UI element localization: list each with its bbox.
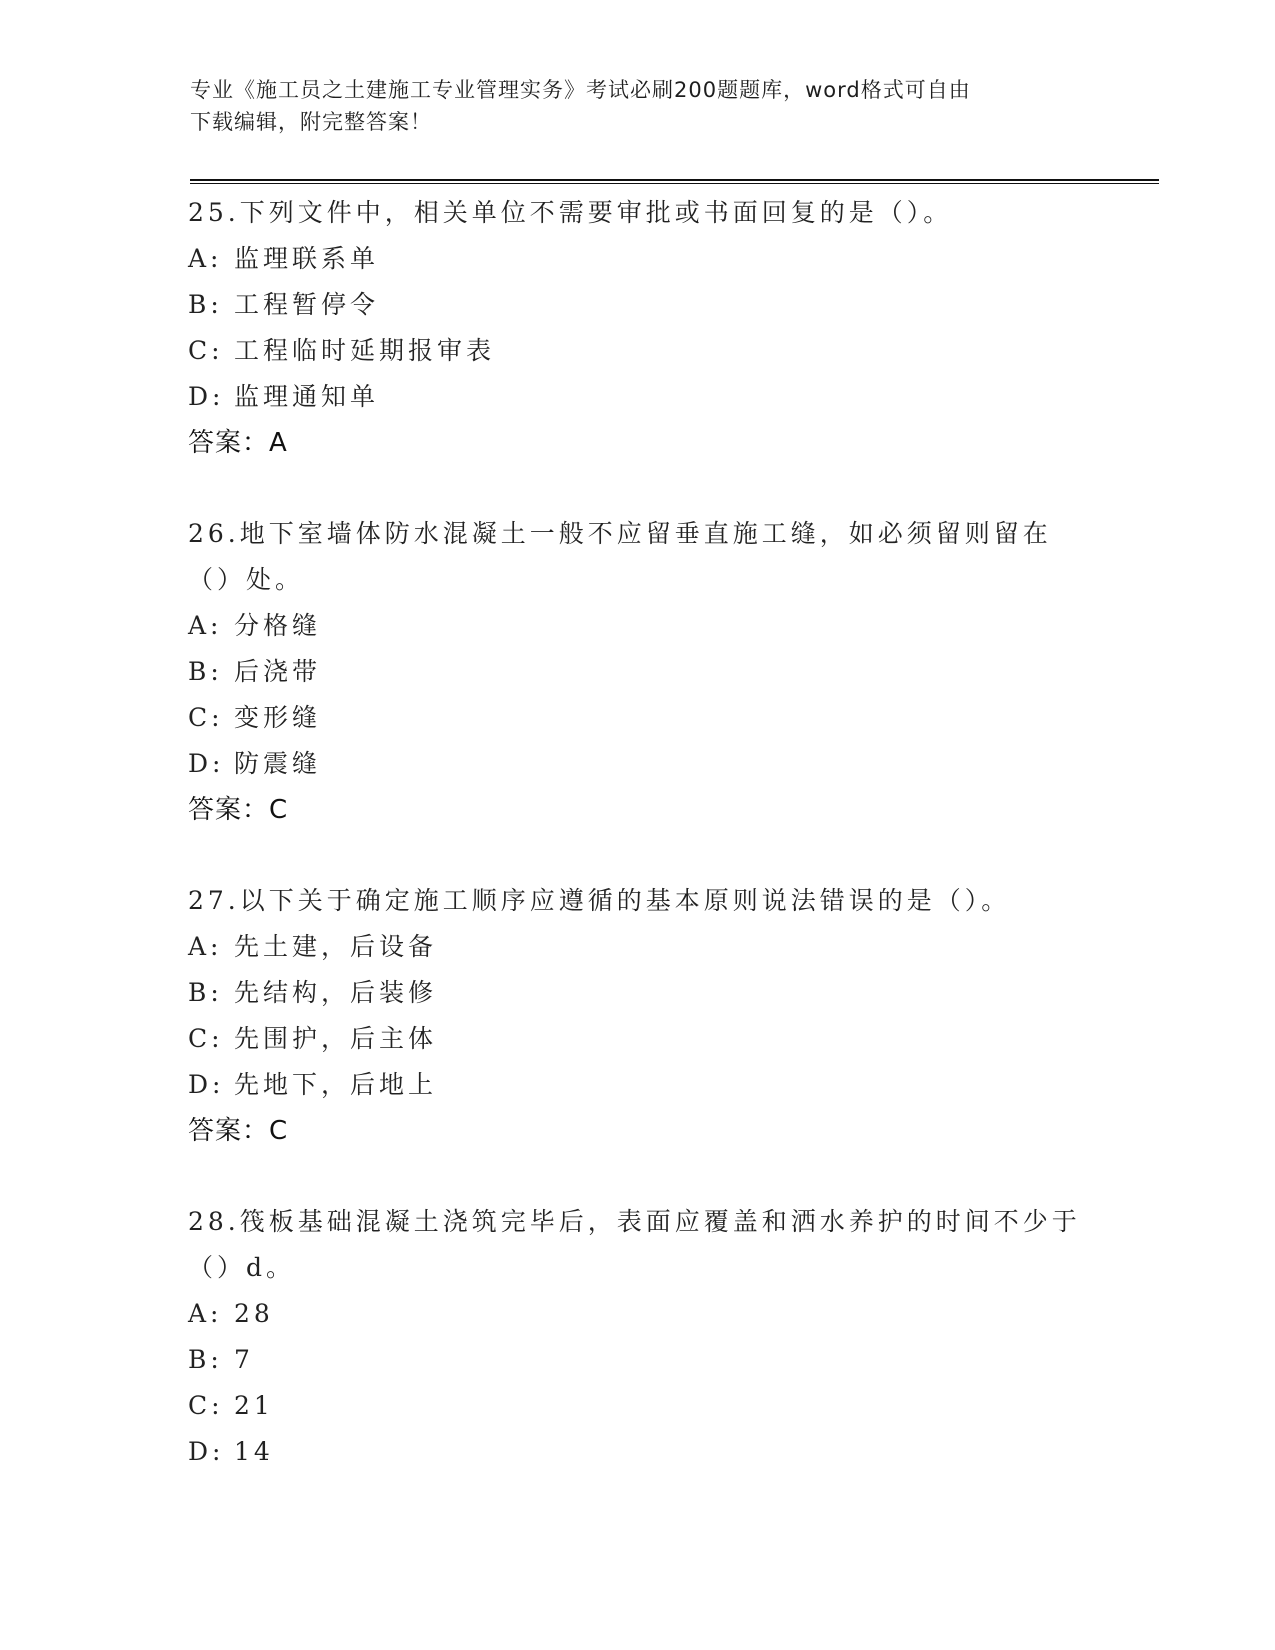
option-d [188, 741, 1088, 787]
option-letter: B: [188, 657, 223, 686]
option-text: 后浇带 [234, 657, 322, 686]
option-letter: B: [188, 290, 223, 319]
option-text: 工程暂停令 [234, 290, 380, 319]
answer-line [188, 787, 1088, 833]
header-divider-thin [190, 183, 1159, 184]
question-26 [188, 511, 1088, 833]
option-c [188, 1016, 1088, 1062]
option-letter: A: [188, 1299, 223, 1328]
option-letter: A: [188, 244, 223, 273]
option-letter: A: [188, 932, 223, 961]
document-header [190, 74, 1080, 138]
answer-value: C [269, 1116, 289, 1146]
question-27 [188, 878, 1088, 1154]
option-letter: A: [188, 611, 223, 640]
option-text: 分格缝 [234, 611, 322, 640]
header-line-1: 专业《施工员之土建施工专业管理实务》考试必刷200题题库，word格式可自由 [190, 78, 971, 102]
answer-label: 答案： [188, 428, 270, 458]
option-letter: B: [188, 1345, 223, 1374]
option-b [188, 282, 1088, 328]
option-text: 工程临时延期报审表 [234, 336, 496, 365]
question-stem: 27.以下关于确定施工顺序应遵循的基本原则说法错误的是（）。 [188, 886, 1011, 915]
option-text: 防震缝 [234, 749, 322, 778]
question-list [188, 190, 1088, 1475]
answer-label: 答案： [188, 1116, 270, 1146]
option-letter: B: [188, 978, 223, 1007]
option-c [188, 1383, 1088, 1429]
option-a [188, 924, 1088, 970]
option-c [188, 695, 1088, 741]
question-stem: 28.筏板基础混凝土浇筑完毕后，表面应覆盖和洒水养护的时间不少于（）d。 [188, 1207, 1081, 1282]
answer-line [188, 1108, 1088, 1154]
option-text: 14 [234, 1437, 274, 1466]
header-line-2: 下载编辑，附完整答案！ [190, 110, 432, 134]
answer-value: C [269, 795, 289, 825]
option-b [188, 1337, 1088, 1383]
question-25 [188, 190, 1088, 466]
option-d [188, 374, 1088, 420]
option-text: 7 [234, 1345, 254, 1374]
answer-label: 答案： [188, 795, 270, 825]
question-28 [188, 1199, 1088, 1475]
option-letter: C: [188, 336, 224, 365]
option-a [188, 1291, 1088, 1337]
option-b [188, 970, 1088, 1016]
question-stem: 25.下列文件中，相关单位不需要审批或书面回复的是（）。 [188, 198, 953, 227]
option-letter: D: [188, 749, 225, 778]
option-text: 先地下，后地上 [234, 1070, 438, 1099]
option-letter: D: [188, 382, 225, 411]
answer-line [188, 420, 1088, 466]
option-text: 监理通知单 [234, 382, 380, 411]
answer-value: A [269, 428, 288, 458]
option-letter: C: [188, 703, 224, 732]
option-letter: C: [188, 1024, 224, 1053]
option-letter: C: [188, 1391, 224, 1420]
option-text: 先围护，后主体 [234, 1024, 438, 1053]
option-c [188, 328, 1088, 374]
option-letter: D: [188, 1437, 225, 1466]
option-text: 21 [234, 1391, 274, 1420]
option-a [188, 236, 1088, 282]
option-text: 监理联系单 [234, 244, 380, 273]
option-letter: D: [188, 1070, 225, 1099]
option-text: 先结构，后装修 [234, 978, 438, 1007]
option-a [188, 603, 1088, 649]
option-text: 变形缝 [234, 703, 322, 732]
option-d [188, 1429, 1088, 1475]
option-text: 28 [234, 1299, 274, 1328]
option-b [188, 649, 1088, 695]
option-d [188, 1062, 1088, 1108]
header-divider-thick [190, 179, 1159, 181]
question-stem: 26.地下室墙体防水混凝土一般不应留垂直施工缝，如必须留则留在（）处。 [188, 519, 1052, 594]
option-text: 先土建，后设备 [234, 932, 438, 961]
